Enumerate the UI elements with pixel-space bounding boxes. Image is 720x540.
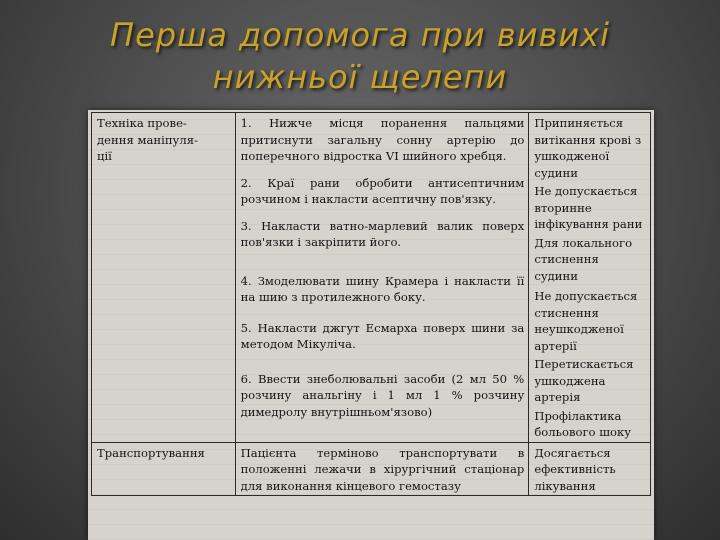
step-action: 3. Накласти ватно-марлевий валик поверх пов'язки і закріпити його. — [240, 218, 525, 249]
scanned-document — [88, 110, 654, 540]
step-action: 5. Накласти джгут Есмарха поверх шини за методом Мікуліча. — [240, 320, 525, 351]
slide-title — [0, 14, 720, 98]
step-action: 6. Ввести знеболювальні засоби (2 мл 50 % розчину анальгіну і 1 мл 1 % розчину димедролу внутрішньом'язово) — [240, 371, 525, 419]
table-row — [92, 442, 651, 496]
step-purpose: Перетискається ушкоджена артерія — [534, 357, 634, 404]
transport-purpose: Досягається ефективність лікування — [529, 442, 651, 496]
step-action: 1. Нижче місця поранення пальцями притиснути загальну сонну артерію до поперечного відростка VI шийного хребця. — [240, 116, 525, 163]
step-purpose: Для локального стиснення судини — [534, 235, 633, 283]
transport-action: Пацієнта терміново транспортувати в положенні лежачи в хірургічний стаціонар для виконання кінцевого гемостазу — [235, 442, 529, 496]
step-purpose: Не допускається вторинне інфікування рани — [534, 184, 643, 231]
step-purpose: Припиняється витікання крові з ушкодженої судини — [534, 116, 642, 180]
row-header-technique: Техніка прове- дення маніпуля- ції — [92, 113, 236, 443]
table-row — [92, 113, 651, 443]
row-header-transport: Транспортування — [92, 442, 236, 496]
step-action: 2. Краї рани обробити антисептичним розчином і накласти асептичну пов'язку. — [240, 175, 525, 206]
step-purpose: Профілактика больового шоку — [534, 408, 632, 439]
slide-title-line-1: Перша допомога при вивихі — [110, 16, 610, 54]
procedure-table — [91, 112, 651, 496]
purposes-cell — [529, 113, 651, 443]
actions-cell — [235, 113, 529, 443]
slide-title-line-2: нижньої щелепи — [212, 58, 508, 96]
step-action: 4. Змоделювати шину Крамера і накласти її на шию з протилежного боку. — [240, 273, 525, 304]
step-purpose: Не допускається стиснення неушкодженої артерії — [534, 289, 638, 353]
